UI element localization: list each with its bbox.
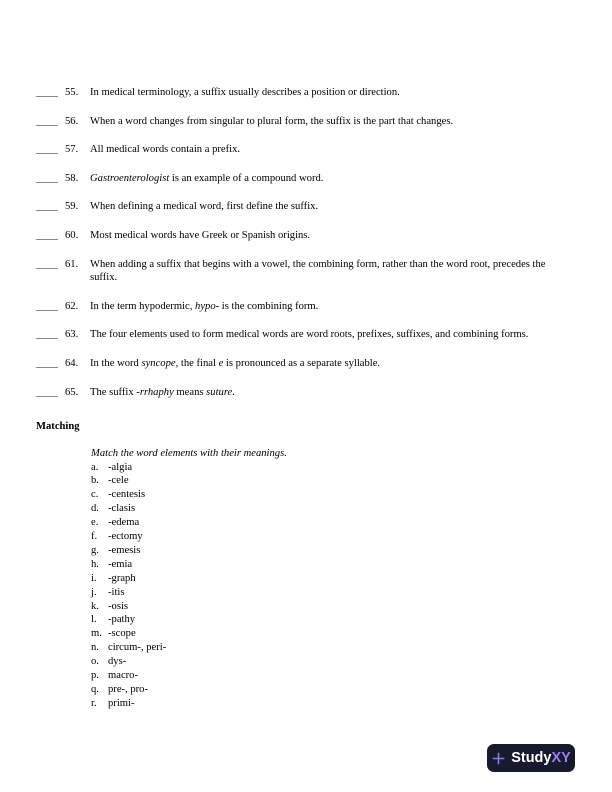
matching-option-row xyxy=(91,600,287,614)
question-number: 58. xyxy=(65,172,79,184)
option-letter: m. xyxy=(91,628,102,640)
matching-option-row xyxy=(91,530,287,544)
question-text: All medical words contain a prefix. xyxy=(90,144,241,156)
question-number: 62. xyxy=(65,300,79,312)
answer-blank[interactable] xyxy=(36,258,58,269)
matching-option-row xyxy=(91,544,287,558)
option-term: -ectomy xyxy=(108,531,143,543)
plus-icon xyxy=(491,751,506,766)
studyxy-logo xyxy=(487,744,575,772)
matching-option-row xyxy=(91,572,287,586)
option-letter: h. xyxy=(91,558,99,570)
option-term: -scope xyxy=(108,628,136,640)
answer-blank[interactable] xyxy=(36,229,58,240)
question-row xyxy=(36,86,576,100)
question-number: 57. xyxy=(65,144,79,156)
question-text: When defining a medical word, first define the suffix. xyxy=(90,201,319,213)
question-text: In medical terminology, a suffix usually describes a position or direction. xyxy=(90,87,400,98)
option-term: -emia xyxy=(108,558,133,570)
option-letter: l. xyxy=(91,614,97,626)
question-number: 59. xyxy=(65,201,79,213)
option-term: -itis xyxy=(108,586,125,598)
matching-option-row xyxy=(91,641,287,655)
question-number: 61. xyxy=(65,258,79,270)
question-row xyxy=(36,300,576,314)
option-letter: o. xyxy=(91,656,99,668)
matching-option-row xyxy=(91,655,287,669)
option-term: -edema xyxy=(108,517,140,529)
matching-option-row xyxy=(91,502,287,516)
matching-option-row xyxy=(91,683,287,697)
question-row xyxy=(36,172,576,186)
option-letter: b. xyxy=(91,475,99,487)
option-term: -clasis xyxy=(108,503,136,515)
option-letter: p. xyxy=(91,670,99,682)
question-number: 64. xyxy=(65,357,79,369)
matching-option-row xyxy=(91,558,287,572)
option-term: -pathy xyxy=(108,614,136,626)
option-term: -graph xyxy=(108,572,136,584)
question-row xyxy=(36,115,576,129)
option-letter: r. xyxy=(91,697,97,709)
option-term: -osis xyxy=(108,600,129,612)
answer-blank[interactable] xyxy=(36,200,58,211)
question-text: The four elements used to form medical words are word roots, prefixes, suffixes, and combining forms. xyxy=(90,329,529,341)
question-number: 65. xyxy=(65,386,79,398)
option-term: circum-, peri- xyxy=(108,642,167,654)
answer-blank[interactable] xyxy=(36,300,58,311)
option-term: dys- xyxy=(108,656,127,668)
matching-option-list xyxy=(91,461,287,711)
matching-option-row xyxy=(91,474,287,488)
option-term: -centesis xyxy=(108,489,146,501)
option-letter: g. xyxy=(91,544,99,556)
question-text: When a word changes from singular to plural form, the suffix is the part that changes. xyxy=(90,115,454,127)
matching-option-row xyxy=(91,669,287,683)
option-term: primi- xyxy=(108,697,135,709)
matching-option-row xyxy=(91,488,287,502)
question-text: The suffix -rrhaphy means suture. xyxy=(90,386,235,398)
answer-blank[interactable] xyxy=(36,115,58,126)
matching-option-row xyxy=(91,516,287,530)
question-text: Most medical words have Greek or Spanish origins. xyxy=(90,229,311,241)
question-number: 63. xyxy=(65,329,79,341)
option-letter: c. xyxy=(91,489,99,501)
question-row xyxy=(36,386,576,400)
option-letter: f. xyxy=(91,531,98,543)
answer-blank[interactable] xyxy=(36,86,58,97)
option-term: macro- xyxy=(108,670,138,682)
answer-blank[interactable] xyxy=(36,143,58,154)
option-letter: a. xyxy=(91,461,99,473)
logo-text-primary: Study xyxy=(511,750,552,766)
matching-option-row xyxy=(91,586,287,600)
option-letter: d. xyxy=(91,503,99,515)
question-row xyxy=(36,143,576,157)
question-row xyxy=(36,328,576,342)
answer-blank[interactable] xyxy=(36,172,58,183)
answer-blank[interactable] xyxy=(36,386,58,397)
true-false-question-list xyxy=(36,86,576,414)
matching-option-row xyxy=(91,627,287,641)
option-letter: i. xyxy=(91,572,97,584)
question-text: When adding a suffix that begins with a vowel, the combining form, rather than the word root, precedes the suffix. xyxy=(90,258,546,284)
answer-blank[interactable] xyxy=(36,357,58,368)
option-term: -algia xyxy=(108,461,133,473)
option-term: -cele xyxy=(108,475,129,487)
option-letter: k. xyxy=(91,600,99,612)
option-term: pre-, pro- xyxy=(108,684,149,695)
answer-blank[interactable] xyxy=(36,328,58,339)
matching-option-row xyxy=(91,461,287,475)
question-row xyxy=(36,357,576,371)
question-row xyxy=(36,258,576,285)
question-row xyxy=(36,200,576,214)
matching-option-row xyxy=(91,697,287,711)
option-term: -emesis xyxy=(108,544,141,556)
question-text: In the term hypodermic, hypo- is the combining form. xyxy=(90,300,319,312)
matching-section-heading: Matching xyxy=(36,421,80,432)
question-text: In the word syncope, the final e is pronounced as a separate syllable. xyxy=(90,357,381,369)
question-number: 55. xyxy=(65,87,79,98)
question-row xyxy=(36,229,576,243)
matching-instruction: Match the word elements with their meanings. xyxy=(91,447,287,459)
option-letter: n. xyxy=(91,642,99,654)
matching-option-row xyxy=(91,613,287,627)
logo-wordmark xyxy=(511,750,571,766)
question-number: 60. xyxy=(65,229,79,241)
logo-text-accent: XY xyxy=(551,750,571,766)
question-text: Gastroenterologist is an example of a compound word. xyxy=(90,172,324,184)
option-letter: j. xyxy=(91,586,97,598)
matching-body xyxy=(91,447,287,711)
option-letter: q. xyxy=(91,684,99,695)
question-number: 56. xyxy=(65,115,79,127)
option-letter: e. xyxy=(91,517,99,529)
matching-section xyxy=(36,420,287,711)
